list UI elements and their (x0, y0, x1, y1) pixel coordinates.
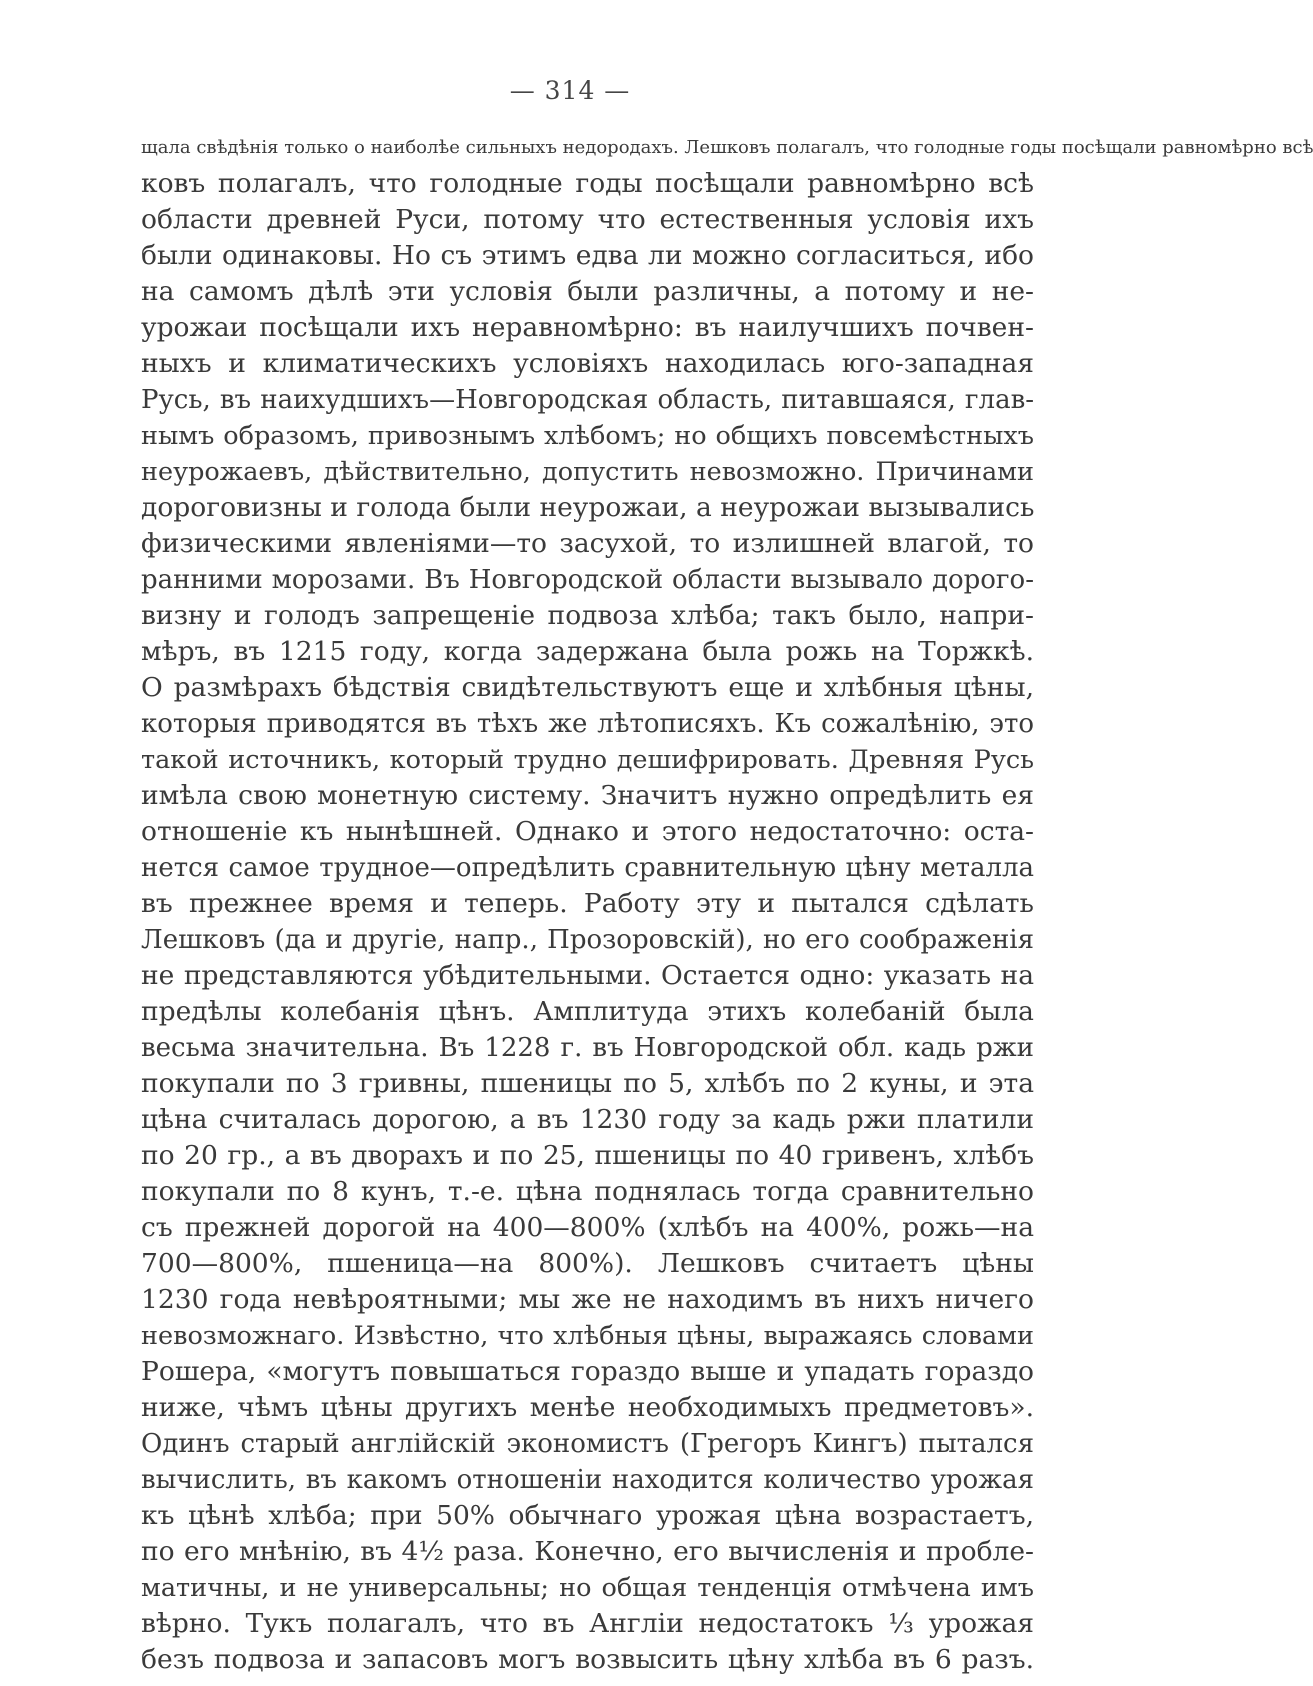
text-line: по его мнѣнію, въ 4½ раза. Конечно, его вычисленія и пробле- (141, 1536, 1034, 1567)
text-line: ниже, чѣмъ цѣны другихъ менѣе необходимыхъ предметовъ». (141, 1392, 1034, 1423)
text-line: были одинаковы. Но съ этимъ едва ли можно согласиться, ибо (141, 240, 1034, 271)
text-line: съ прежней дорогой на 400—800% (хлѣбъ на 400%, рожь—на (141, 1212, 1034, 1243)
text-line: физическими явленіями—то засухой, то излишней влагой, то (141, 528, 1034, 559)
text-line: 700—800%, пшеница—на 800%). Лешковъ считаетъ цѣны (141, 1248, 1034, 1279)
text-line: Одинъ старый англійскій экономистъ (Грегоръ Кингъ) пытался (141, 1429, 1034, 1459)
text-line: такой источникъ, который трудно дешифрировать. Древняя Русь (141, 745, 1034, 775)
text-line: имѣла свою монетную систему. Значитъ нужно опредѣлить ея (141, 780, 1034, 811)
text-line: мѣръ, въ 1215 году, когда задержана была рожь на Торжкѣ. (141, 636, 1034, 667)
text-line: матичны, и не универсальны; но общая тенденція отмѣчена имъ (141, 1573, 1034, 1603)
text-line: урожаи посѣщали ихъ неравномѣрно: въ наилучшихъ почвен- (141, 312, 1034, 343)
text-line: Русь, въ наихудшихъ—Новгородская область, питавшаяся, глав- (141, 385, 1034, 415)
text-line: невозможнаго. Извѣстно, что хлѣбныя цѣны, выражаясь словами (141, 1321, 1034, 1351)
text-line: визну и голодъ запрещеніе подвоза хлѣба; такъ было, напри- (141, 600, 1034, 631)
text-line: въ прежнее время и теперь. Работу эту и пытался сдѣлать (141, 888, 1034, 919)
page-number: — 314 — (509, 76, 631, 105)
text-line: цѣна считалась дорогою, а въ 1230 году за кадь ржи платили (141, 1104, 1034, 1135)
text-line: дороговизны и голода были неурожаи, а неурожаи вызывались (141, 492, 1035, 523)
text-line: безъ подвоза и запасовъ могъ возвысить цѣну хлѣба въ 6 разъ. (141, 1644, 1034, 1675)
text-line: къ цѣнѣ хлѣба; при 50% обычнаго урожая цѣна возрастаетъ, (141, 1500, 1034, 1531)
text-line: ковъ полагалъ, что голодные годы посѣщали равномѣрно всѣ (141, 168, 1034, 199)
body-text (141, 130, 1313, 1678)
text-line: щала свѣдѣнія только о наиболѣе сильныхъ недородахъ. Лешковъ полагалъ, что голодные годы посѣщали равномѣрно всѣ (141, 137, 1313, 158)
text-line: области древней Руси, потому что естественныя условія ихъ (141, 204, 1034, 235)
text-line: нется самое трудное—опредѣлить сравнительную цѣну металла (141, 853, 1034, 883)
text-line: вѣрно. Тукъ полагалъ, что въ Англіи недостатокъ ⅓ урожая (141, 1608, 1034, 1639)
text-line: по 20 гр., а въ дворахъ и по 25, пшеницы по 40 гривенъ, хлѣбъ (141, 1140, 1034, 1171)
text-line: не представляются убѣдительными. Остается одно: указать на (141, 960, 1034, 991)
text-line: неурожаевъ, дѣйствительно, допустить невозможно. Причинами (141, 457, 1034, 487)
text-line: весьма значительна. Въ 1228 г. въ Новгородской обл. кадь ржи (141, 1033, 1034, 1063)
text-line: на самомъ дѣлѣ эти условія были различны, а потому и не- (141, 276, 1034, 307)
text-line: О размѣрахъ бѣдствія свидѣтельствуютъ еще и хлѣбныя цѣны, (141, 672, 1034, 703)
text-line: вычислить, въ какомъ отношеніи находится количество урожая (141, 1465, 1034, 1495)
text-line: которыя приводятся въ тѣхъ же лѣтописяхъ. Къ сожалѣнію, это (141, 709, 1034, 739)
text-line: предѣлы колебанія цѣнъ. Амплитуда этихъ колебаній была (141, 996, 1034, 1027)
text-line: нымъ образомъ, привознымъ хлѣбомъ; но общихъ повсемѣстныхъ (141, 421, 1034, 451)
text-line: покупали по 3 гривны, пшеницы по 5, хлѣбъ по 2 куны, и эта (141, 1068, 1034, 1099)
text-line: Рошера, «могутъ повышаться гораздо выше и упадать гораздо (141, 1356, 1034, 1387)
text-line: отношеніе къ нынѣшней. Однако и этого недостаточно: оста- (141, 816, 1034, 847)
text-line: покупали по 8 кунъ, т.-е. цѣна поднялась тогда сравнительно (141, 1176, 1034, 1207)
text-line: 1230 года невѣроятными; мы же не находимъ въ нихъ ничего (141, 1284, 1034, 1315)
text-line: ранними морозами. Въ Новгородской области вызывало дорого- (141, 565, 1034, 595)
text-line: Лешковъ (да и другіе, напр., Прозоровскій), но его соображенія (141, 925, 1034, 955)
text-line: ныхъ и климатическихъ условіяхъ находилась юго-западная (141, 348, 1034, 379)
